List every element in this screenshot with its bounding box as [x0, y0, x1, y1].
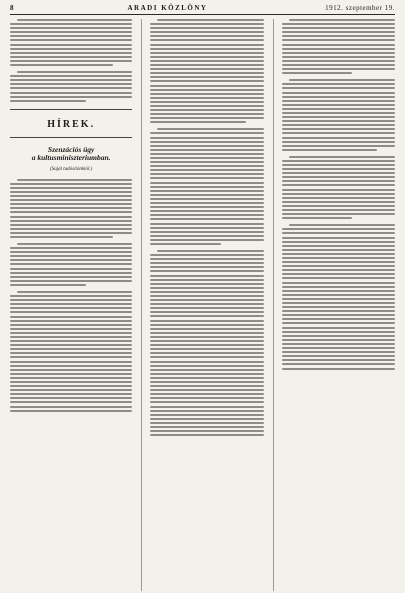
section-divider [10, 137, 132, 138]
body-text-block [150, 128, 263, 245]
body-text-block [282, 19, 395, 74]
body-text-block [282, 224, 395, 369]
column-left [10, 19, 132, 591]
body-text-block [10, 19, 132, 66]
section-divider [10, 109, 132, 110]
body-text-block [150, 19, 263, 123]
page-number: 8 [10, 4, 14, 12]
article-subheading: (Saját tudósítónktól.) [50, 166, 93, 172]
body-text-block [10, 243, 132, 286]
newspaper-title: ARADI KÖZLÖNY [127, 4, 208, 12]
body-text-block [282, 156, 395, 219]
article-heading-line-2: a kultusminiszteriumban. [31, 152, 111, 162]
column-right [273, 19, 395, 591]
page-header [10, 4, 395, 15]
text-columns [10, 19, 395, 591]
issue-date: 1912. szeptember 19. [325, 4, 395, 12]
body-text-block [10, 291, 132, 412]
article-heading [10, 146, 132, 162]
body-text-block [10, 179, 132, 238]
column-middle [141, 19, 263, 591]
body-text-block [10, 71, 132, 102]
article-heading-line-1: Szenzációs ügy [47, 144, 95, 154]
body-text-block [282, 79, 395, 151]
section-heading-news: HÍREK. [47, 118, 96, 130]
body-text-block [150, 250, 263, 436]
